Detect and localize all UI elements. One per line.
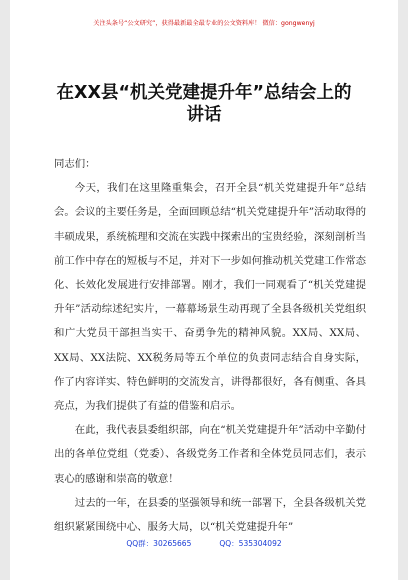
document-body [54,152,366,539]
title-line-1: 在XX县“机关党建提升年”总结会上的 [56,83,352,103]
footer-qq-group: QQ群：30265665 [126,539,192,548]
paragraph-1: 今天，我们在这里隆重集会，召开全县“机关党建提升年”总结会。会议的主要任务是，全面回顾总结“机关党建提升年”活动取得的丰硕成果，系统梳理和交流在实践中探索出的宝贵经验，深刻剖析当前工作中存在的短板与不足，并对下一步如何推动机关党建工作常态化、长效化发展进行安排部署。刚才，我们一同观看了“机关党建提升年”活动综述纪实片，一幕幕场景生动再现了全县各级机关党组织和广大党员干部担当实干、奋勇争先的精神风貌。XX局、XX局、XX局、XX法院、XX税务局等五个单位的负责同志结合自身实际，作了内容详实、特色鲜明的交流发言，讲得都很好，各有侧重、各具亮点，为我们提供了有益的借鉴和启示。 [54,182,366,413]
footer-qq-number: QQ：535304092 [219,539,282,548]
footer-contact [10,538,398,549]
document-page [10,0,398,580]
salutation: 同志们： [54,158,96,170]
document-title [34,82,374,126]
paragraph-3: 过去的一年，在县委的坚强领导和统一部署下，全县各级机关党组织紧紧围绕中心、服务大局，以“机关党建提升年” [54,496,366,534]
title-line-2: 讲话 [186,105,222,125]
paragraph-2: 在此，我代表县委组织部，向在“机关党建提升年”活动中辛勤付出的各单位党组（党委）、各级党务工作者和全体党员同志们，表示衷心的感谢和崇高的敬意！ [54,424,366,485]
header-promo-note: 关注头条号“公文研究”，获得最新最全最专业的公文资料库！ 微信：gongwenyj [93,20,315,27]
